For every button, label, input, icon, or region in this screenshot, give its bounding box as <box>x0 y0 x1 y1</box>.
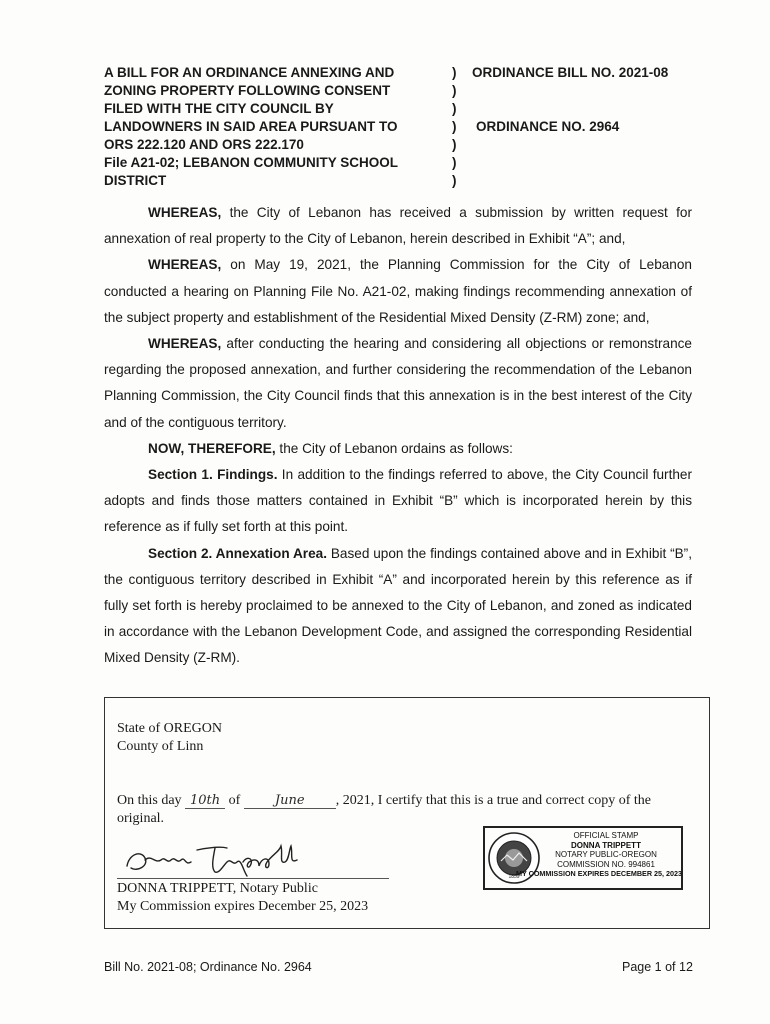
title-line: A BILL FOR AN ORDINANCE ANNEXING AND <box>104 65 395 80</box>
section-2-annexation-area: Section 2. Annexation Area. Based upon the findings contained above and in Exhibit “B”, the contiguous territory described in Exhibit “A” and incorporated herein by this reference as if fully set forth is hereby proclaimed to be annexed to the City of Lebanon, and zoned as indicated in accordance with the Lebanon Development Code, and assigned the corresponding Residential Mixed Density (Z-RM). <box>104 545 692 666</box>
now-therefore-paragraph: NOW, THEREFORE, the City of Lebanon ordains as follows: <box>148 440 513 456</box>
title-line: FILED WITH THE CITY COUNCIL BY <box>104 101 334 116</box>
whereas-paragraph-3: WHEREAS, after conducting the hearing and considering all objections or remonstrance regarding the proposed annexation, and further considering the recommendation of the Lebanon Planning Commission, the City Council finds that this annexation is in the best interest of the City and of the contiguous territory. <box>104 336 692 430</box>
whereas-paragraph-2: WHEREAS, on May 19, 2021, the Planning Commission for the City of Lebanon conducted a hearing on Planning File No. A21-02, making findings recommending annexation of the subject property and establishment of the Residential Mixed Density (Z-RM) zone; and, <box>104 257 692 325</box>
notary-name: DONNA TRIPPETT, Notary Public <box>117 881 318 896</box>
title-line: ZONING PROPERTY FOLLOWING CONSENT <box>104 83 391 98</box>
caption-numbers <box>472 64 669 134</box>
bill-title <box>104 64 444 190</box>
notary-certification-box <box>104 697 710 929</box>
signature-line <box>117 878 389 879</box>
ordinance-number: ORDINANCE NO. 2964 <box>476 119 620 134</box>
ordinance-bill-number: ORDINANCE BILL NO. 2021-08 <box>472 65 669 80</box>
whereas-paragraph-1: WHEREAS, the City of Lebanon has received a submission by written request for annexation of real property to the City of Lebanon, herein described in Exhibit “A”; and, <box>104 205 692 247</box>
notary-county: County of Linn <box>117 739 204 754</box>
section-1-findings: Section 1. Findings. In addition to the findings referred to above, the City Council further adopts and finds those matters contained in Exhibit “B” which is incorporated herein by this reference as if fully set forth at this point. <box>104 467 692 535</box>
title-line: File A21-02; LEBANON COMMUNITY SCHOOL <box>104 155 399 170</box>
footer-bill-reference: Bill No. 2021-08; Ordinance No. 2964 <box>104 960 312 974</box>
official-notary-stamp <box>483 826 683 890</box>
notary-state: State of OREGON <box>117 721 222 736</box>
title-line: ORS 222.120 AND ORS 222.170 <box>104 137 304 152</box>
footer-page-number: Page 1 of 12 <box>622 960 693 974</box>
caption-brackets: ) ) ) ) ) ) ) <box>452 65 457 188</box>
notary-commission-expiry: My Commission expires December 25, 2023 <box>117 899 369 914</box>
notary-signature <box>119 836 319 880</box>
svg-text:1859: 1859 <box>508 874 520 880</box>
title-line: DISTRICT <box>104 173 167 188</box>
certification-statement: On this day 10th of June , 2021, I certify that this is a true and correct copy of the original. <box>117 793 652 826</box>
ordinance-body <box>104 200 692 672</box>
stamp-text: OFFICIAL STAMP DONNA TRIPPETT NOTARY PUBLIC-OREGON COMMISSION NO. 994861 MY COMMISSION EXPIRES DECEMBER 25, 2023 <box>515 831 683 879</box>
title-line: LANDOWNERS IN SAID AREA PURSUANT TO <box>104 119 398 134</box>
handwritten-month: June <box>244 794 336 809</box>
handwritten-day: 10th <box>185 794 225 809</box>
